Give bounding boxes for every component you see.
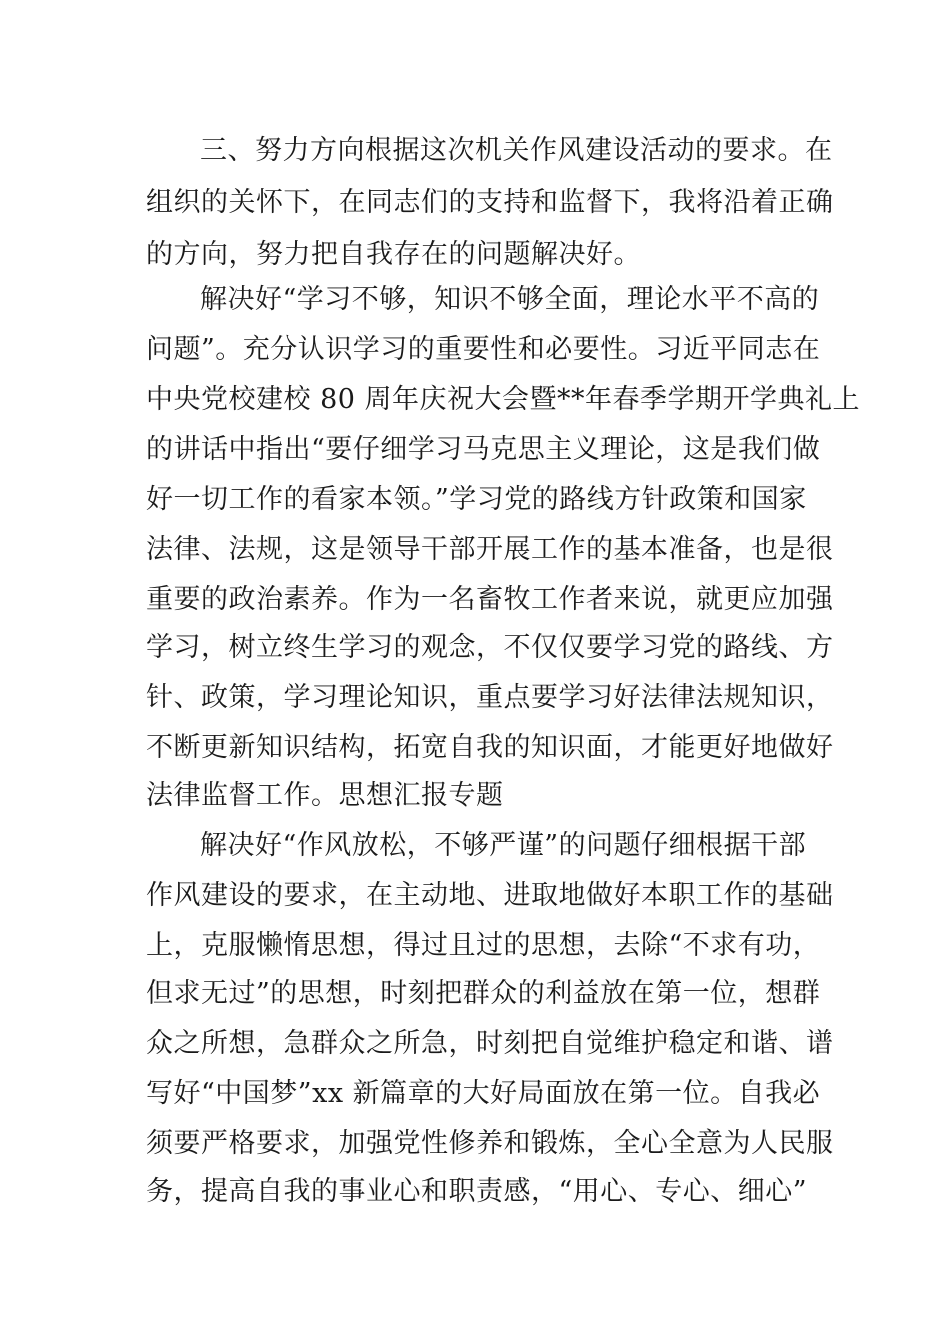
- paragraph-line: 学习，树立终生学习的观念，不仅仅要学习党的路线、方: [146, 632, 834, 663]
- paragraph-line: 问题”。充分认识学习的重要性和必要性。习近平同志在: [146, 334, 821, 365]
- paragraph-line: 好一切工作的看家本领。”学习党的路线方针政策和国家: [146, 484, 807, 515]
- paragraph-line: 针、政策，学习理论知识，重点要学习好法律法规知识，: [146, 682, 834, 713]
- paragraph-line: 但求无过”的思想，时刻把群众的利益放在第一位，想群: [146, 978, 821, 1009]
- paragraph-line: 解决好“作风放松，不够严谨”的问题仔细根据干部: [200, 830, 807, 861]
- paragraph-line: 组织的关怀下，在同志们的支持和监督下，我将沿着正确: [146, 187, 834, 218]
- paragraph-line: 的讲话中指出“要仔细学习马克思主义理论，这是我们做: [146, 434, 821, 465]
- paragraph-line: 须要严格要求，加强党性修养和锻炼，全心全意为人民服: [146, 1128, 834, 1159]
- paragraph-line: 重要的政治素养。作为一名畜牧工作者来说，就更应加强: [146, 584, 834, 615]
- paragraph-line: 法律、法规，这是领导干部开展工作的基本准备，也是很: [146, 534, 834, 565]
- paragraph-line: 法律监督工作。思想汇报专题: [146, 780, 504, 811]
- paragraph-line: 上，克服懒惰思想，得过且过的思想，去除“不求有功，: [146, 930, 821, 961]
- paragraph-line: 解决好“学习不够，知识不够全面，理论水平不高的: [200, 284, 820, 315]
- paragraph-line: 的方向，努力把自我存在的问题解决好。: [146, 239, 641, 270]
- paragraph-line: 三、努力方向根据这次机关作风建设活动的要求。在: [200, 135, 833, 166]
- paragraph-line: 不断更新知识结构，拓宽自我的知识面，才能更好地做好: [146, 732, 834, 763]
- paragraph-line: 作风建设的要求，在主动地、进取地做好本职工作的基础: [146, 880, 834, 911]
- paragraph-line: 中央党校建校 80 周年庆祝大会暨**年春季学期开学典礼上: [146, 384, 861, 415]
- paragraph-line: 写好“中国梦”xx 新篇章的大好局面放在第一位。自我必: [146, 1078, 821, 1109]
- paragraph-line: 众之所想，急群众之所急，时刻把自觉维护稳定和谐、谱: [146, 1028, 834, 1059]
- paragraph-line: 务，提高自我的事业心和职责感，“用心、专心、细心”: [146, 1176, 808, 1207]
